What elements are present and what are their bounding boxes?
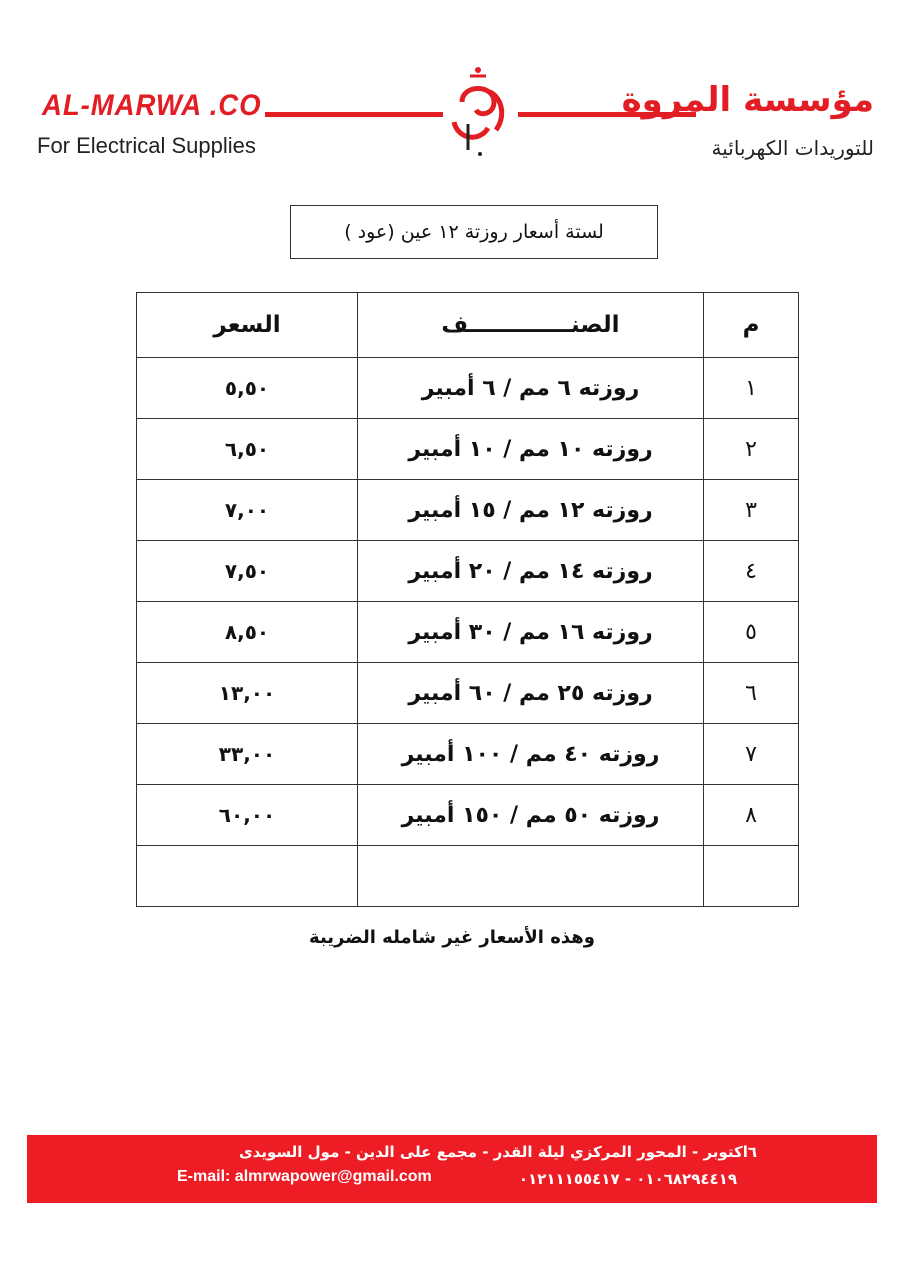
row-item: روزته ١٢ مم / ١٥ أمبير	[358, 480, 704, 541]
header-item: الصنـــــــــــــف	[358, 293, 704, 358]
table-row	[137, 724, 799, 785]
row-index: ٨	[704, 785, 799, 846]
row-price: ١٣,٠٠	[137, 663, 358, 724]
row-item: روزته ٥٠ مم / ١٥٠ أمبير	[358, 785, 704, 846]
row-index: ٤	[704, 541, 799, 602]
header-rule-left	[265, 112, 443, 117]
brand-subtitle-ar: للتوريدات الكهربائية	[711, 136, 874, 160]
row-item: روزته ١٤ مم / ٢٠ أمبير	[358, 541, 704, 602]
row-price	[137, 846, 358, 907]
price-table	[136, 292, 799, 907]
row-index: ٥	[704, 602, 799, 663]
table-row	[137, 358, 799, 419]
table-row	[137, 785, 799, 846]
row-index: ٦	[704, 663, 799, 724]
row-price: ٧,٠٠	[137, 480, 358, 541]
row-price: ٦,٥٠	[137, 419, 358, 480]
row-index	[704, 846, 799, 907]
header-price: السعر	[137, 293, 358, 358]
marwa-logo-icon	[440, 62, 520, 162]
footer-bar	[27, 1135, 877, 1203]
row-item	[358, 846, 704, 907]
row-index: ٣	[704, 480, 799, 541]
brand-name-en: AL-MARWA .CO	[42, 89, 262, 122]
row-price: ٧,٥٠	[137, 541, 358, 602]
table-row	[137, 541, 799, 602]
row-index: ١	[704, 358, 799, 419]
row-price: ٣٣,٠٠	[137, 724, 358, 785]
table-row	[137, 419, 799, 480]
row-item: روزته ٦ مم / ٦ أمبير	[358, 358, 704, 419]
table-row	[137, 480, 799, 541]
tax-note: وهذه الأسعار غير شامله الضريبة	[309, 927, 595, 948]
table-row	[137, 602, 799, 663]
brand-subtitle-en: For Electrical Supplies	[37, 133, 256, 158]
document-title: لستة أسعار روزتة ١٢ عين (عود )	[290, 205, 658, 259]
row-item: روزته ٢٥ مم / ٦٠ أمبير	[358, 663, 704, 724]
row-price: ٦٠,٠٠	[137, 785, 358, 846]
row-item: روزته ١٠ مم / ١٠ أمبير	[358, 419, 704, 480]
row-price: ٨,٥٠	[137, 602, 358, 663]
footer-phones: ٠١٠٦٨٢٩٤٤١٩ - ٠١٢١١١٥٥٤١٧	[518, 1170, 737, 1188]
footer-email: E-mail: almrwapower@gmail.com	[177, 1168, 432, 1185]
row-index: ٧	[704, 724, 799, 785]
table-row	[137, 663, 799, 724]
brand-name-ar: مؤسسة المروة	[621, 80, 874, 120]
table-row-empty	[137, 846, 799, 907]
footer-address: ٦اكتوبر - المحور المركزي ليلة القدر - مجمع على الدين - مول السويدى	[238, 1143, 757, 1161]
row-item: روزته ١٦ مم / ٣٠ أمبير	[358, 602, 704, 663]
row-index: ٢	[704, 419, 799, 480]
row-item: روزته ٤٠ مم / ١٠٠ أمبير	[358, 724, 704, 785]
table-header-row	[137, 293, 799, 358]
row-price: ٥,٥٠	[137, 358, 358, 419]
header-index: م	[704, 293, 799, 358]
